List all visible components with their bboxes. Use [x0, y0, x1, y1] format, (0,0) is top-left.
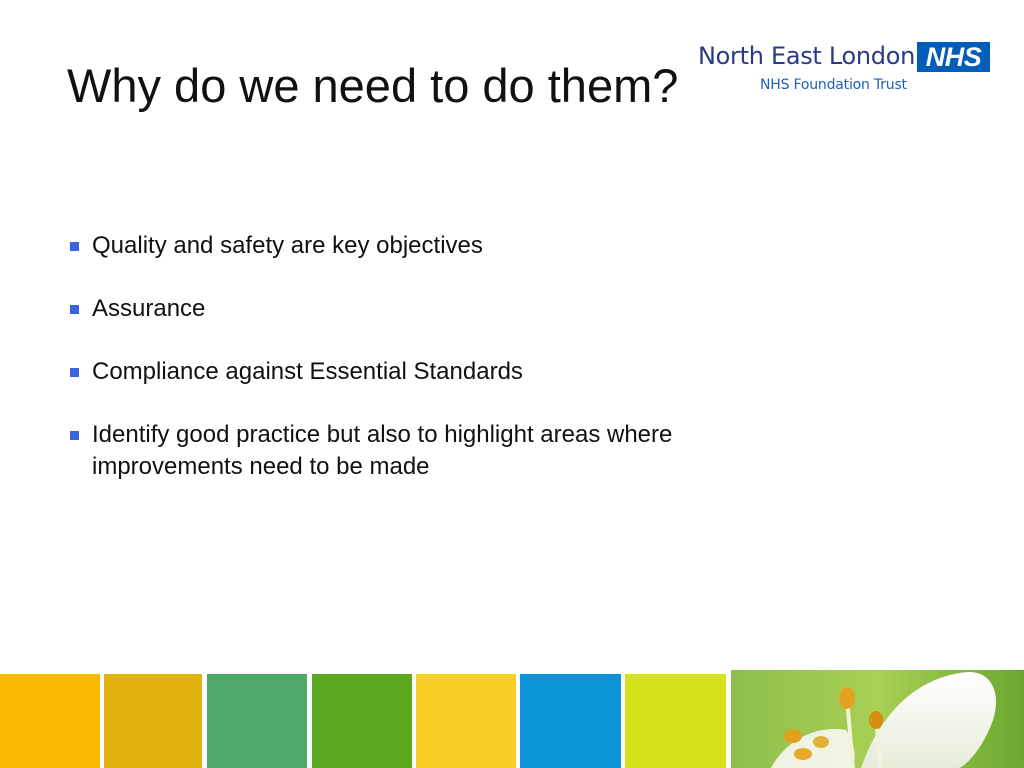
square-bullet-icon: [70, 368, 79, 377]
color-stripe: [625, 674, 726, 768]
color-stripe: [104, 674, 202, 768]
nhs-badge: NHS: [917, 42, 990, 72]
flower-photo-graphic: [731, 670, 1024, 768]
color-stripe: [520, 674, 621, 768]
square-bullet-icon: [70, 305, 79, 314]
bullet-item: [68, 356, 808, 388]
logo-org-name: North East London: [698, 42, 916, 70]
nhs-trust-logo: [698, 42, 990, 98]
logo-trust-name: NHS Foundation Trust: [760, 77, 907, 93]
color-stripe: [0, 674, 100, 768]
footer-banner: [0, 670, 1024, 768]
slide-title: Why do we need to do them?: [67, 59, 679, 112]
bullet-text: Quality and safety are key objectives: [92, 232, 483, 259]
color-stripe: [207, 674, 307, 768]
bullet-item: [68, 230, 808, 262]
bullet-list: [68, 230, 808, 514]
square-bullet-icon: [70, 431, 79, 440]
flower-photo: [731, 670, 1024, 768]
color-stripe: [416, 674, 516, 768]
color-stripe: [312, 674, 412, 768]
bullet-text: Compliance against Essential Standards: [92, 358, 523, 385]
bullet-text: Assurance: [92, 295, 206, 322]
bullet-text: Identify good practice but also to highlight areas where improvements need to be made: [92, 421, 673, 480]
bullet-item: [68, 293, 808, 325]
bullet-item: [68, 419, 808, 483]
square-bullet-icon: [70, 242, 79, 251]
